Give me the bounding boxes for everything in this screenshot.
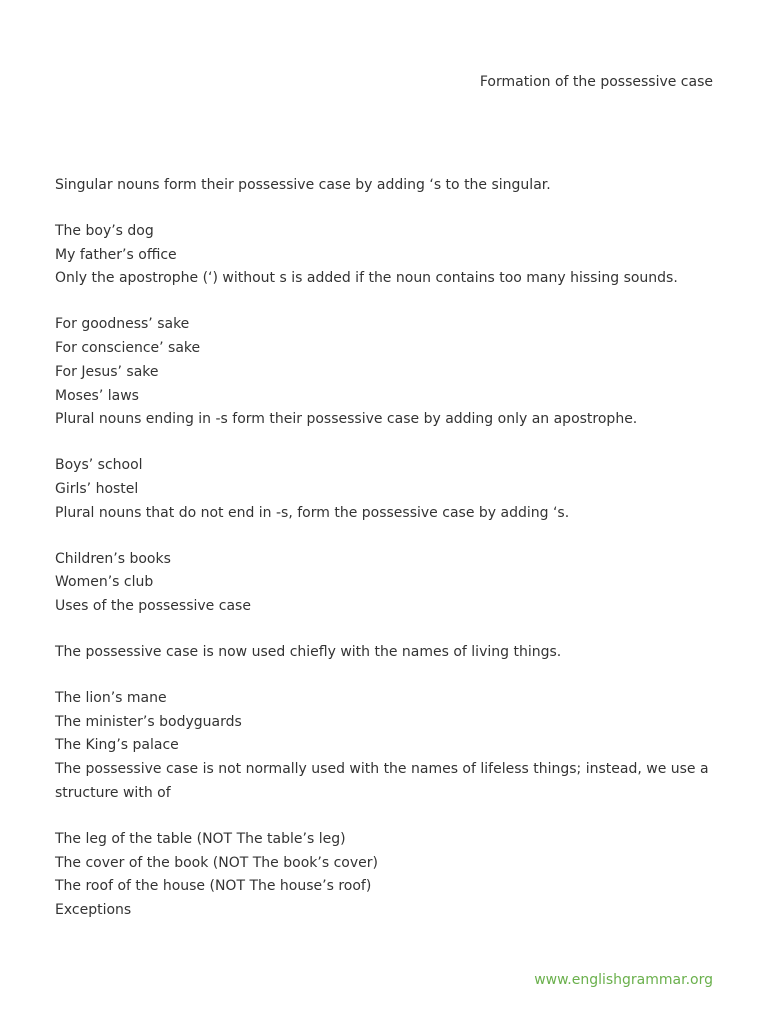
paragraph-spacer	[55, 619, 715, 641]
document-body	[55, 174, 715, 923]
section-heading-uses: Uses of the possessive case	[55, 598, 251, 615]
example-line: The King’s palace	[55, 737, 179, 754]
paragraph-spacer	[55, 806, 715, 828]
example-line: Moses’ laws	[55, 387, 139, 404]
paragraph-singular-rule: Singular nouns form their possessive case by adding ‘s to the singular.	[55, 177, 551, 193]
paragraph-spacer	[55, 198, 715, 220]
example-line: The roof of the house (NOT The house’s roof)	[55, 878, 372, 895]
paragraph-lifeless-things: The possessive case is not normally used with the names of lifeless things; instead, we use a structure with of	[55, 761, 709, 801]
paragraph-apostrophe-rule: Only the apostrophe (‘) without s is added if the noun contains too many hissing sounds.	[55, 270, 678, 287]
paragraph-plural-no-s-rule: Plural nouns that do not end in -s, form the possessive case by adding ‘s.	[55, 504, 570, 521]
example-line: My father’s office	[55, 246, 177, 263]
example-line: The leg of the table (NOT The table’s leg)	[55, 830, 346, 847]
paragraph-plural-s-rule: Plural nouns ending in -s form their possessive case by adding only an apostrophe.	[55, 411, 638, 428]
example-line: The cover of the book (NOT The book’s cover)	[55, 854, 378, 871]
paragraph-spacer	[55, 291, 715, 313]
example-line: Children’s books	[55, 550, 171, 567]
paragraph-spacer	[55, 665, 715, 687]
example-line: Boys’ school	[55, 457, 143, 474]
paragraph-spacer	[55, 526, 715, 548]
example-line: The lion’s mane	[55, 689, 167, 706]
example-line: For conscience’ sake	[55, 339, 201, 356]
example-line: Women’s club	[55, 574, 154, 591]
example-line: Girls’ hostel	[55, 480, 139, 497]
example-line: The boy’s dog	[55, 222, 154, 239]
paragraph-living-things: The possessive case is now used chiefly with the names of living things.	[55, 643, 562, 660]
example-line: The minister’s bodyguards	[55, 713, 242, 730]
page-title: Formation of the possessive case	[479, 74, 713, 90]
example-line: For Jesus’ sake	[55, 363, 159, 380]
footer-site-link[interactable]: www.englishgrammar.org	[534, 972, 713, 988]
section-heading-exceptions: Exceptions	[55, 902, 132, 919]
example-line: For goodness’ sake	[55, 316, 190, 333]
paragraph-spacer	[55, 432, 715, 454]
